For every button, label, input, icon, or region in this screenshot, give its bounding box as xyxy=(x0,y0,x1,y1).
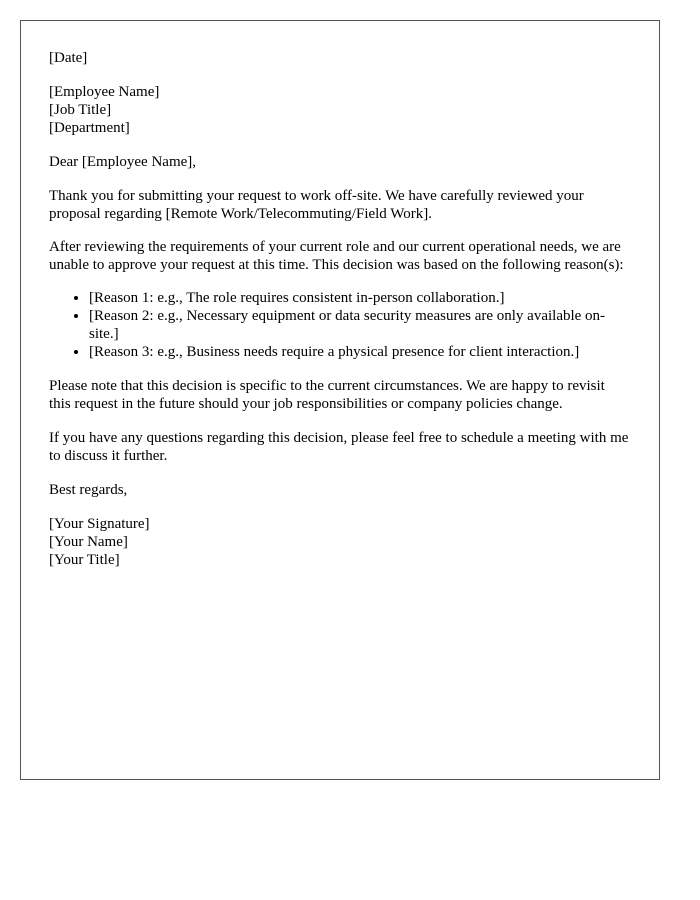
decision-paragraph: After reviewing the requirements of your current role and our current operational needs, we are unable to approve your request at this time. This decision was based on the following reason(s): xyxy=(49,239,624,273)
letter-date: [Date] xyxy=(49,50,88,66)
closing-line: Best regards, xyxy=(49,482,128,498)
reason-item-1: • [Reason 1: e.g., The role requires consistent in-person collaboration.] xyxy=(89,289,629,307)
salutation: Dear [Employee Name], xyxy=(49,154,197,170)
reason-item-3: • [Reason 3: e.g., Business needs require a physical presence for client interaction.] xyxy=(89,343,629,361)
recipient-name: [Employee Name] xyxy=(49,84,160,100)
reasons-list xyxy=(49,289,629,361)
recipient-department: [Department] xyxy=(49,120,130,136)
letter-frame xyxy=(20,20,660,780)
letter-content xyxy=(49,49,629,569)
sender-title: [Your Title] xyxy=(49,552,120,568)
circumstances-paragraph: Please note that this decision is specific to the current circumstances. We are happy to revisit this request in the future should your job responsibilities or company policies change. xyxy=(49,378,605,412)
sender-block xyxy=(49,515,629,569)
questions-paragraph: If you have any questions regarding this decision, please feel free to schedule a meeting with me to discuss it further. xyxy=(49,430,629,464)
sender-name: [Your Name] xyxy=(49,534,128,550)
intro-paragraph: Thank you for submitting your request to work off-site. We have carefully reviewed your proposal regarding [Remote Work/Telecommuting/Field Work]. xyxy=(49,188,584,222)
reason-item-2: • [Reason 2: e.g., Necessary equipment or data security measures are only available on-site.] xyxy=(89,307,619,343)
recipient-block xyxy=(49,83,629,137)
sender-signature: [Your Signature] xyxy=(49,516,150,532)
recipient-job-title: [Job Title] xyxy=(49,102,112,118)
